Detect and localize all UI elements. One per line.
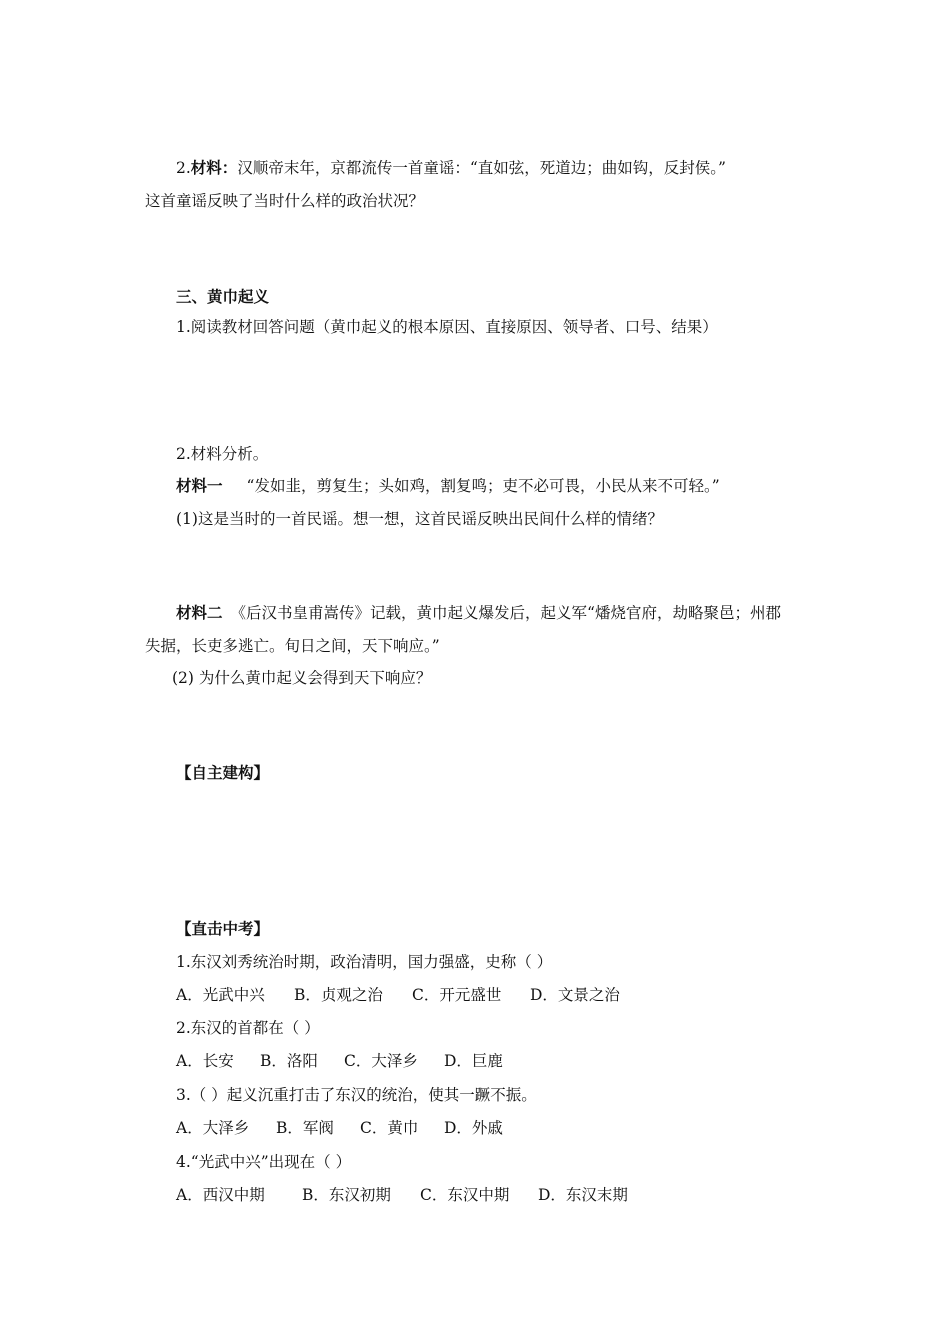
question-2-line-2: 这首童谣反映了当时什么样的政治状况？ (145, 192, 425, 210)
option-d: D．巨鹿 (444, 1052, 503, 1070)
option-a: A．西汉中期 (176, 1186, 265, 1204)
question-2-line-1 (176, 157, 726, 179)
option-b: B．军阀 (276, 1119, 334, 1137)
material-one-question: (1)这是当时的一首民谣。想一想，这首民谣反映出民间什么样的情绪？ (176, 510, 663, 528)
material-text: 汉顺帝末年，京都流传一首童谣：“直如弦，死道边；曲如钩，反封侯。” (237, 159, 726, 177)
self-build-heading: 【自主建构】 (176, 764, 270, 782)
section-heading-yellow-turban: 三、黄巾起义 (176, 288, 270, 306)
question-number: 2. (176, 159, 191, 177)
exam-heading: 【直击中考】 (176, 920, 270, 938)
exam-question-4-options (176, 1184, 628, 1206)
option-b: B．贞观之治 (294, 986, 383, 1004)
option-d: D．外戚 (444, 1119, 503, 1137)
exam-question-1-stem: 1.东汉刘秀统治时期，政治清明，国力强盛，史称（ ） (176, 953, 553, 971)
option-c: C．黄巾 (360, 1119, 419, 1137)
option-b: B．洛阳 (260, 1052, 318, 1070)
exam-question-3-stem: 3.（ ）起义沉重打击了东汉的统治，使其一蹶不振。 (176, 1086, 537, 1104)
material-label: 材料： (190, 159, 238, 177)
option-d: D．文景之治 (530, 986, 620, 1004)
option-b: B．东汉初期 (302, 1186, 391, 1204)
option-c: C．大泽乡 (344, 1052, 418, 1070)
exam-question-1-options (176, 984, 620, 1006)
material-two-text: 《后汉书皇甫嵩传》记载，黄巾起义爆发后，起义军“燔烧官府，劫略聚邑；州郡 (230, 604, 781, 622)
material-one-label: 材料一 (176, 477, 223, 495)
exam-question-2-stem: 2.东汉的首都在（ ） (176, 1019, 320, 1037)
option-c: C．东汉中期 (420, 1186, 510, 1204)
option-d: D．东汉末期 (538, 1186, 628, 1204)
option-c: C．开元盛世 (412, 986, 502, 1004)
exam-question-3-options (176, 1117, 503, 1139)
exam-question-4-stem: 4.“光武中兴”出现在（ ） (176, 1153, 352, 1171)
option-a: A．长安 (176, 1052, 234, 1070)
material-two-line-2: 失据，长吏多逃亡。旬日之间，天下响应。” (145, 637, 440, 655)
section3-question-1: 1.阅读教材回答问题（黄巾起义的根本原因、直接原因、领导者、口号、结果） (176, 318, 718, 336)
option-a: A．光武中兴 (176, 986, 265, 1004)
material-two-line-1 (176, 602, 781, 624)
material-one-line (176, 475, 720, 497)
material-two-label: 材料二 (176, 604, 223, 622)
section3-question-2: 2.材料分析。 (176, 445, 269, 463)
material-two-question: (2) 为什么黄巾起义会得到天下响应？ (172, 669, 432, 687)
option-a: A．大泽乡 (176, 1119, 250, 1137)
exam-question-2-options (176, 1050, 503, 1072)
material-one-text: “发如韭，剪复生；头如鸡，割复鸣；吏不必可畏，小民从来不可轻。” (246, 477, 720, 495)
